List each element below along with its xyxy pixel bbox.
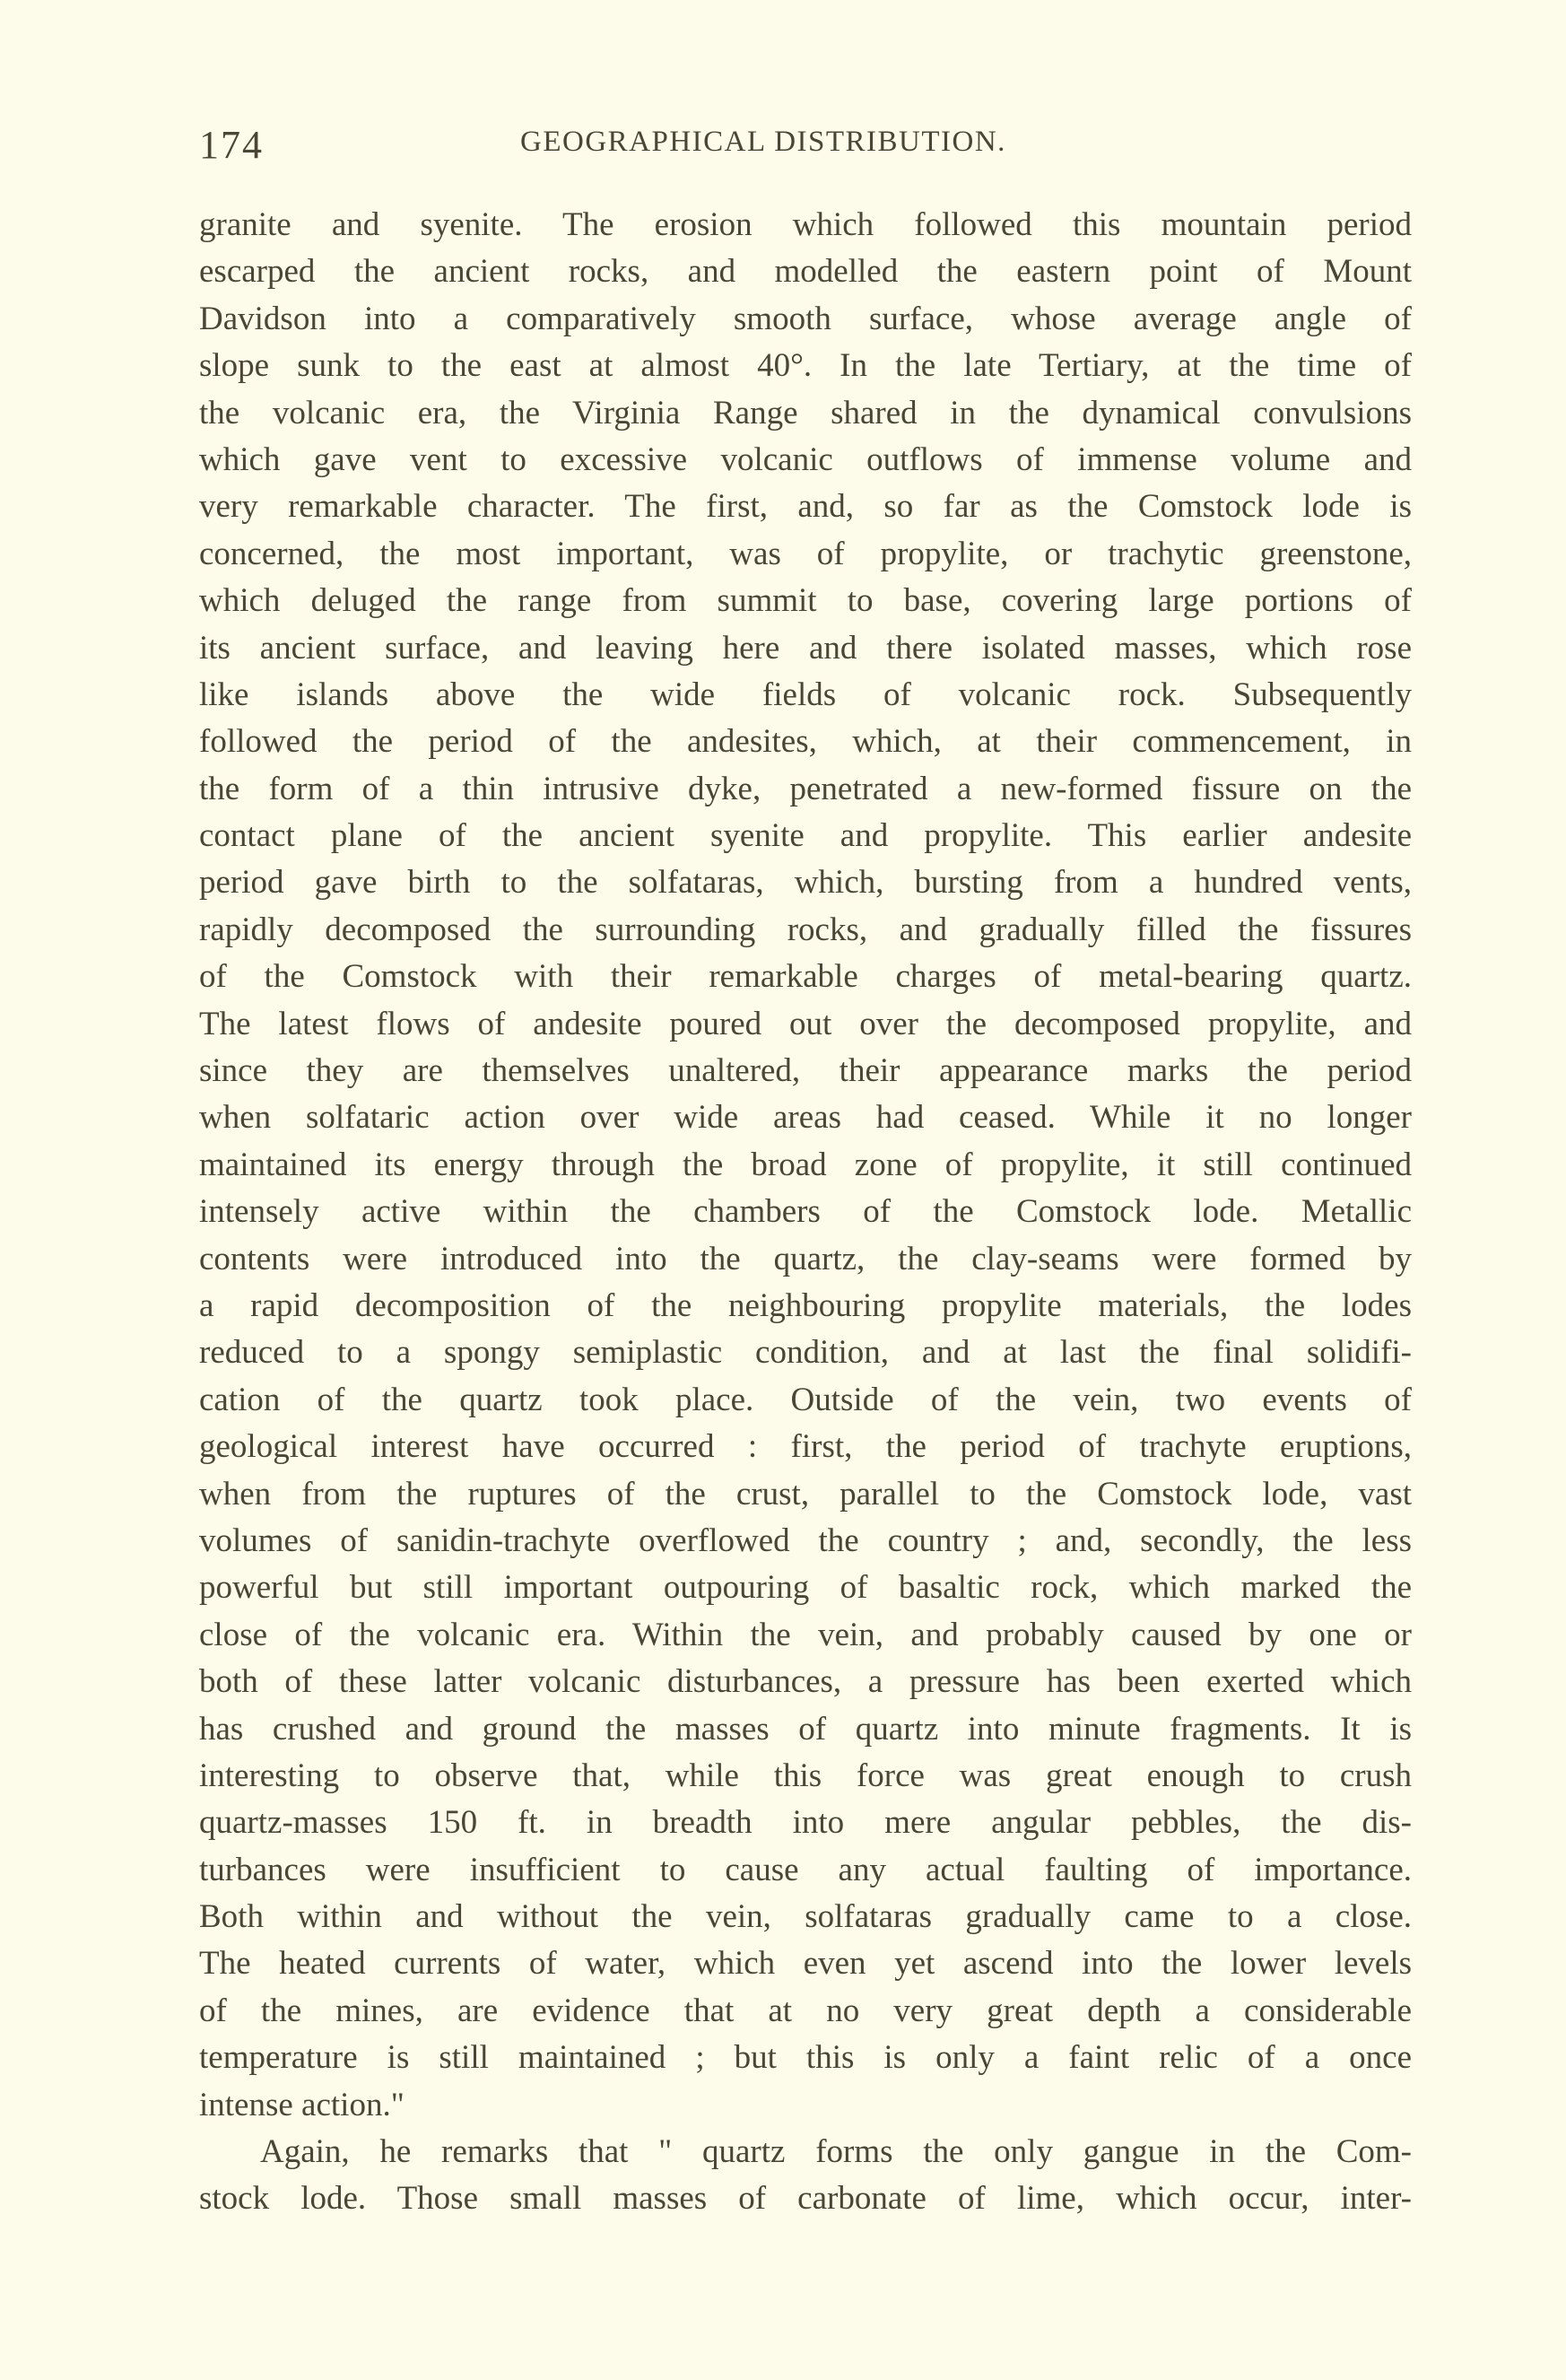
text-line: followed the period of the andesites, which, at their commencement, in	[199, 723, 1412, 761]
text-line: reduced to a spongy semiplastic condition, and at last the final solidifi-	[199, 1334, 1412, 1372]
text-line: has crushed and ground the masses of quartz into minute fragments. It is	[199, 1710, 1412, 1748]
text-line: slope sunk to the east at almost 40°. In the late Tertiary, at the time of	[199, 347, 1412, 385]
text-line: the form of a thin intrusive dyke, penetrated a new-formed fissure on the	[199, 770, 1412, 807]
text-line: of the Comstock with their remarkable charges of metal-bearing quartz.	[199, 958, 1412, 996]
text-line: cation of the quartz took place. Outside of the vein, two events of	[199, 1381, 1412, 1418]
text-line: The latest flows of andesite poured out over the decomposed propylite, and	[199, 1005, 1412, 1042]
text-line: Davidson into a comparatively smooth surface, whose average angle of	[199, 300, 1412, 337]
text-line: concerned, the most important, was of propylite, or trachytic greenstone,	[199, 535, 1412, 572]
text-line: which deluged the range from summit to base, covering large portions of	[199, 582, 1412, 620]
text-line: Both within and without the vein, solfataras gradually came to a close.	[199, 1898, 1412, 1936]
text-line: rapidly decomposed the surrounding rocks, and gradually filled the fissures	[199, 911, 1412, 948]
text-line: both of these latter volcanic disturbances, a pressure has been exerted which	[199, 1663, 1412, 1701]
text-line: maintained its energy through the broad zone of propylite, it still continued	[199, 1146, 1412, 1183]
text-line: contact plane of the ancient syenite and propylite. This earlier andesite	[199, 817, 1412, 855]
text-line: intensely active within the chambers of the Comstock lode. Metallic	[199, 1193, 1412, 1231]
text-line: a rapid decomposition of the neighbouring propylite materials, the lodes	[199, 1286, 1412, 1324]
text-line: turbances were insufficient to cause any actual faulting of importance.	[199, 1851, 1412, 1888]
page-number: 174	[199, 123, 264, 167]
text-line: intense action."	[199, 2086, 405, 2123]
running-title: GEOGRAPHICAL DISTRIBUTION.	[520, 126, 1006, 158]
text-line: very remarkable character. The first, and, so far as the Comstock lode is	[199, 488, 1412, 526]
text-line: since they are themselves unaltered, their appearance marks the period	[199, 1052, 1412, 1090]
text-line: Again, he remarks that " quartz forms the only gangue in the Com-	[260, 2133, 1412, 2171]
text-line: which gave vent to excessive volcanic outflows of immense volume and	[199, 440, 1412, 478]
text-line: when from the ruptures of the crust, parallel to the Comstock lode, vast	[199, 1475, 1412, 1513]
text-line: The heated currents of water, which even yet ascend into the lower levels	[199, 1945, 1412, 1983]
text-line: like islands above the wide fields of volcanic rock. Subsequently	[199, 676, 1412, 713]
text-line: volumes of sanidin-trachyte overflowed the country ; and, secondly, the less	[199, 1521, 1412, 1559]
body-text	[199, 202, 1412, 2223]
text-line: when solfataric action over wide areas had ceased. While it no longer	[199, 1099, 1412, 1137]
text-line: its ancient surface, and leaving here and there isolated masses, which rose	[199, 629, 1412, 667]
text-line: stock lode. Those small masses of carbonate of lime, which occur, inter-	[199, 2180, 1412, 2218]
text-line: temperature is still maintained ; but this is only a faint relic of a once	[199, 2039, 1412, 2077]
text-line: of the mines, are evidence that at no very great depth a considerable	[199, 1992, 1412, 2029]
text-line: period gave birth to the solfataras, which, bursting from a hundred vents,	[199, 864, 1412, 902]
text-line: quartz-masses 150 ft. in breadth into mere angular pebbles, the dis-	[199, 1804, 1412, 1842]
text-line: powerful but still important outpouring of basaltic rock, which marked the	[199, 1569, 1412, 1607]
text-line: geological interest have occurred : first, the period of trachyte eruptions,	[199, 1428, 1412, 1466]
text-line: granite and syenite. The erosion which followed this mountain period	[199, 206, 1412, 243]
text-line: contents were introduced into the quartz, the clay-seams were formed by	[199, 1240, 1412, 1277]
text-line: the volcanic era, the Virginia Range shared in the dynamical convulsions	[199, 394, 1412, 432]
text-line: close of the volcanic era. Within the vein, and probably caused by one or	[199, 1616, 1412, 1653]
text-line: escarped the ancient rocks, and modelled the eastern point of Mount	[199, 253, 1412, 291]
text-line: interesting to observe that, while this force was great enough to crush	[199, 1757, 1412, 1794]
